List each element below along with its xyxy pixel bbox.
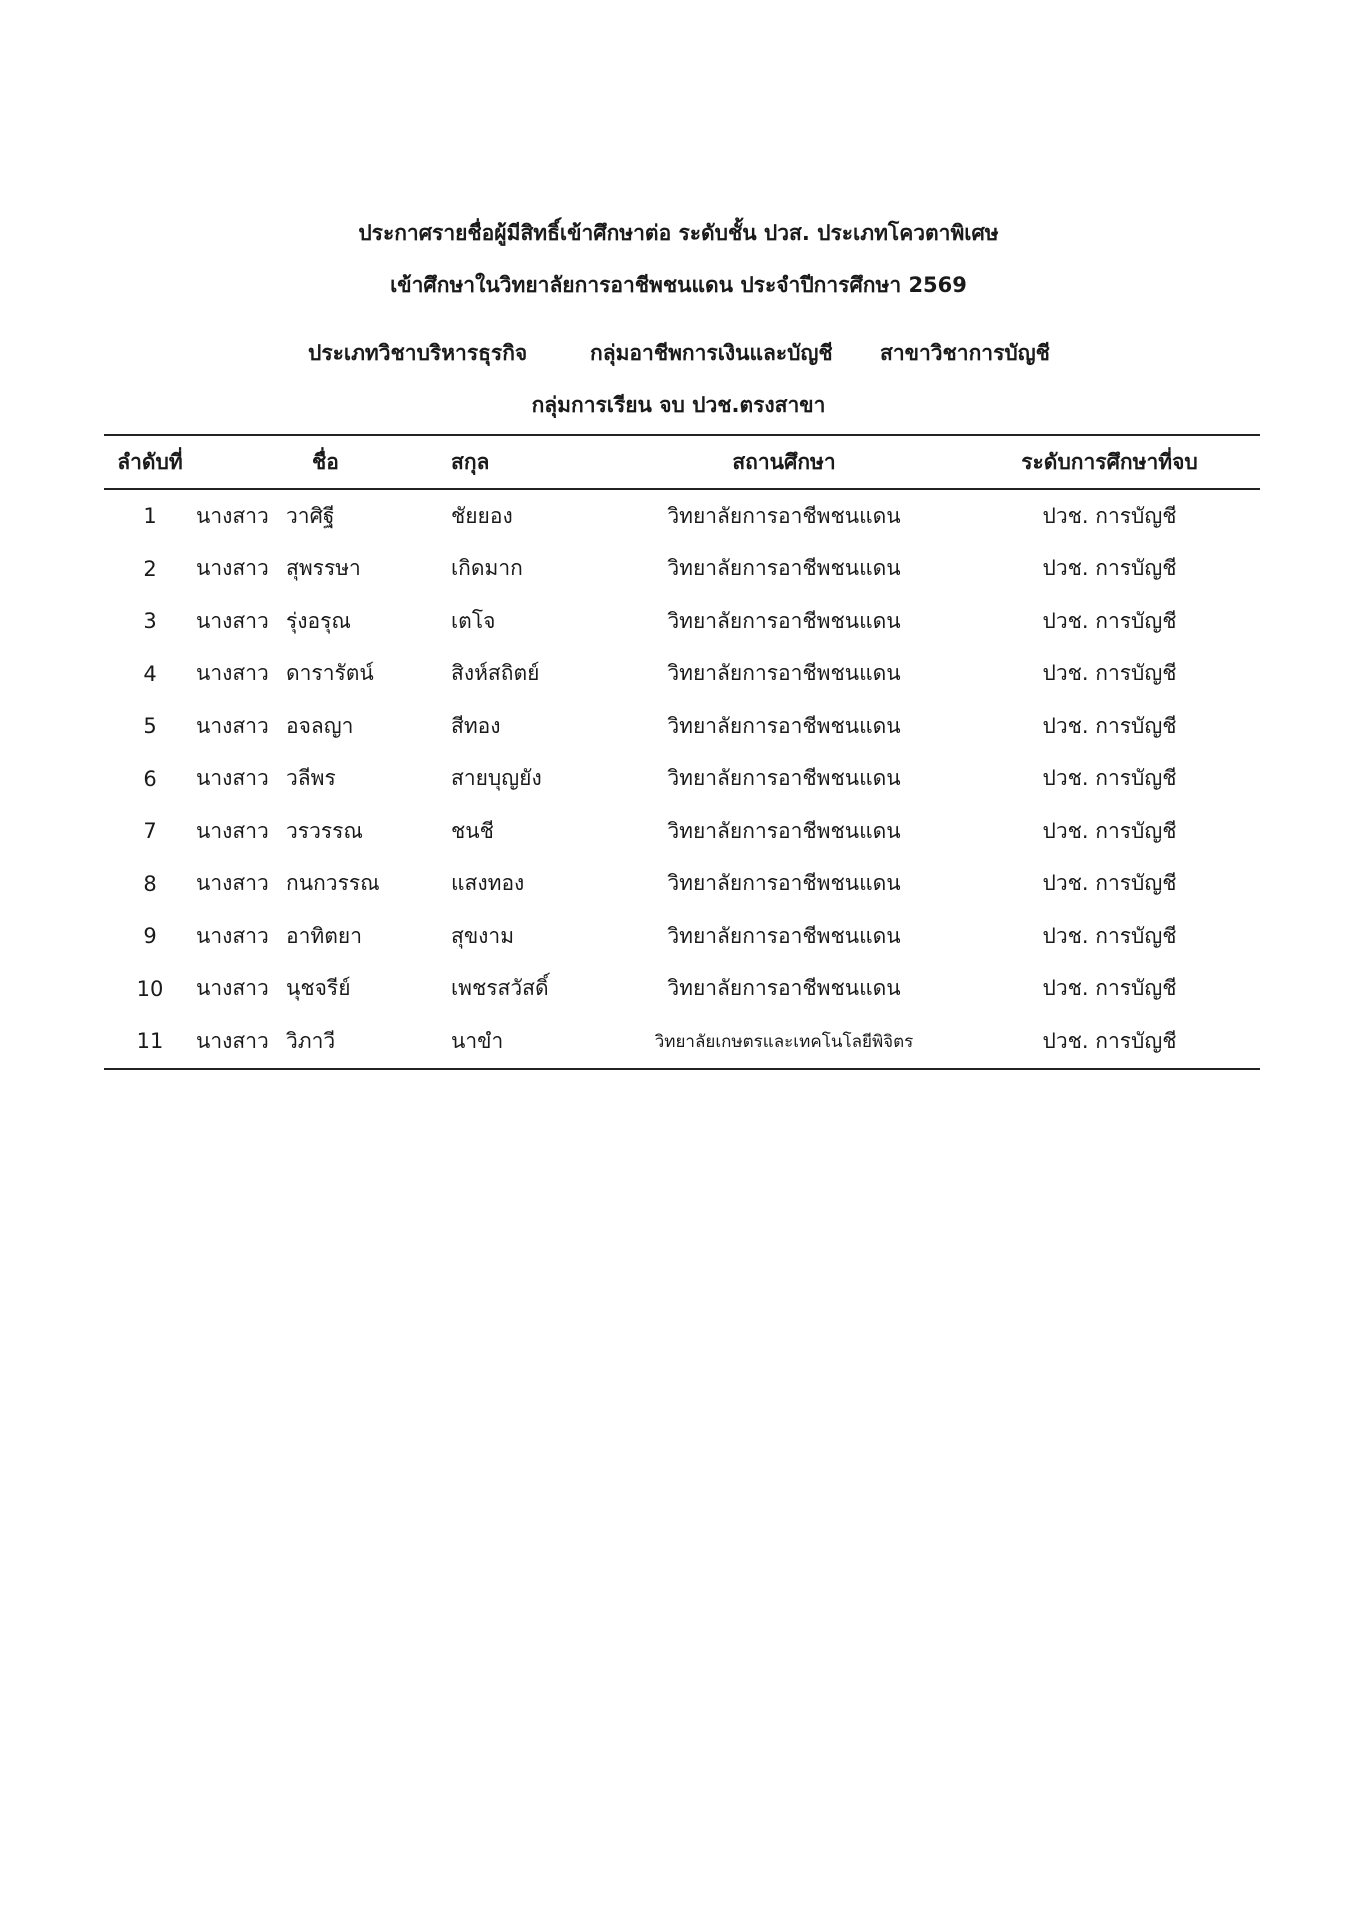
row-level: ปวช. การบัญชี xyxy=(1042,661,1177,686)
row-level: ปวช. การบัญชี xyxy=(1042,556,1177,581)
row-school: วิทยาลัยการอาชีพชนแดน xyxy=(667,661,901,686)
candidate-table xyxy=(104,434,1260,1070)
row-last-name: สายบุญยัง xyxy=(451,766,542,791)
row-no: 2 xyxy=(143,556,157,581)
column-header-no: ลำดับที่ xyxy=(117,449,183,474)
row-level: ปวช. การบัญชี xyxy=(1042,713,1177,738)
row-no: 9 xyxy=(143,924,157,949)
row-no: 8 xyxy=(143,871,157,896)
table-header-row xyxy=(104,435,1260,489)
row-prefix: นางสาว xyxy=(196,871,269,896)
row-last-name: ชัยยอง xyxy=(451,503,513,528)
table-row xyxy=(104,910,1260,963)
row-school: วิทยาลัยเกษตรและเทคโนโลยีพิจิตร xyxy=(654,1031,914,1052)
table-row xyxy=(104,700,1260,753)
row-no: 6 xyxy=(143,766,157,791)
row-prefix: นางสาว xyxy=(196,556,269,581)
row-prefix: นางสาว xyxy=(196,1028,269,1053)
row-last-name: เกิดมาก xyxy=(451,556,523,581)
table-row xyxy=(104,858,1260,911)
category-type: ประเภทวิชาบริหารธุรกิจ xyxy=(308,341,528,365)
row-school: วิทยาลัยการอาชีพชนแดน xyxy=(667,766,901,791)
row-first-name: รุ่งอรุณ xyxy=(286,608,351,633)
column-header-name xyxy=(196,435,451,489)
table-row xyxy=(104,753,1260,806)
category-major: สาขาวิชาการบัญชี xyxy=(880,341,1050,365)
row-no: 1 xyxy=(143,504,157,529)
row-first-name: นุชจรีย์ xyxy=(286,976,351,1001)
table-body xyxy=(104,489,1260,1069)
row-level: ปวช. การบัญชี xyxy=(1042,871,1177,896)
row-last-name: เตโจ xyxy=(451,608,496,633)
column-header-name-label: ชื่อ xyxy=(312,449,339,474)
row-school: วิทยาลัยการอาชีพชนแดน xyxy=(667,503,901,528)
row-prefix: นางสาว xyxy=(196,503,269,528)
row-last-name: เพชรสวัสดิ์ xyxy=(451,976,549,1001)
row-level: ปวช. การบัญชี xyxy=(1042,976,1177,1001)
table-row xyxy=(104,648,1260,701)
row-no: 3 xyxy=(143,609,157,634)
row-prefix: นางสาว xyxy=(196,661,269,686)
row-first-name: กนกวรรณ xyxy=(286,871,380,896)
column-header-surname: สกุล xyxy=(451,449,490,474)
row-school: วิทยาลัยการอาชีพชนแดน xyxy=(667,923,901,948)
row-level: ปวช. การบัญชี xyxy=(1042,1028,1177,1053)
row-prefix: นางสาว xyxy=(196,976,269,1001)
table-row xyxy=(104,963,1260,1016)
row-no: 5 xyxy=(143,714,157,739)
row-level: ปวช. การบัญชี xyxy=(1042,923,1177,948)
learner-group: กลุ่มการเรียน จบ ปวช.ตรงสาขา xyxy=(531,393,826,417)
row-school: วิทยาลัยการอาชีพชนแดน xyxy=(667,713,901,738)
row-no: 10 xyxy=(136,976,164,1001)
row-prefix: นางสาว xyxy=(196,713,269,738)
row-first-name: วลีพร xyxy=(286,766,336,791)
row-first-name: สุพรรษา xyxy=(286,556,361,581)
row-first-name: วาศิฐี xyxy=(286,503,335,528)
row-level: ปวช. การบัญชี xyxy=(1042,503,1177,528)
table-row xyxy=(104,595,1260,648)
row-last-name: สีทอง xyxy=(451,713,501,738)
row-school: วิทยาลัยการอาชีพชนแดน xyxy=(667,818,901,843)
row-first-name: วรวรรณ xyxy=(286,818,363,843)
category-line xyxy=(0,338,1357,368)
table-row xyxy=(104,805,1260,858)
row-first-name: อจลญา xyxy=(286,713,354,738)
row-first-name: อาทิตยา xyxy=(286,923,362,948)
row-last-name: ชนชี xyxy=(451,818,494,843)
row-level: ปวช. การบัญชี xyxy=(1042,766,1177,791)
row-last-name: แสงทอง xyxy=(451,871,525,896)
row-prefix: นางสาว xyxy=(196,608,269,633)
row-no: 4 xyxy=(143,661,157,686)
table-row xyxy=(104,543,1260,596)
column-header-school: สถานศึกษา xyxy=(732,449,836,474)
row-prefix: นางสาว xyxy=(196,818,269,843)
row-school: วิทยาลัยการอาชีพชนแดน xyxy=(667,556,901,581)
announcement-subtitle: เข้าศึกษาในวิทยาลัยการอาชีพชนแดน ประจำปีการศึกษา 2569 xyxy=(390,273,967,297)
row-level: ปวช. การบัญชี xyxy=(1042,608,1177,633)
row-level: ปวช. การบัญชี xyxy=(1042,818,1177,843)
row-no: 7 xyxy=(143,819,157,844)
table-row xyxy=(104,489,1260,543)
row-first-name: ดารารัตน์ xyxy=(286,661,374,686)
row-school: วิทยาลัยการอาชีพชนแดน xyxy=(667,608,901,633)
row-last-name: นาขำ xyxy=(451,1028,504,1053)
row-last-name: สุขงาม xyxy=(451,923,515,948)
row-prefix: นางสาว xyxy=(196,766,269,791)
category-group: กลุ่มอาชีพการเงินและบัญชี xyxy=(590,341,833,365)
row-first-name: วิภาวี xyxy=(286,1028,336,1053)
column-header-level: ระดับการศึกษาที่จบ xyxy=(1021,449,1198,474)
row-no: 11 xyxy=(136,1029,164,1054)
row-school: วิทยาลัยการอาชีพชนแดน xyxy=(667,871,901,896)
row-prefix: นางสาว xyxy=(196,923,269,948)
table-row xyxy=(104,1015,1260,1069)
announcement-title: ประกาศรายชื่อผู้มีสิทธิ์เข้าศึกษาต่อ ระดับชั้น ปวส. ประเภทโควตาพิเศษ xyxy=(358,221,999,245)
row-last-name: สิงห์สถิตย์ xyxy=(451,661,540,686)
row-school: วิทยาลัยการอาชีพชนแดน xyxy=(667,976,901,1001)
